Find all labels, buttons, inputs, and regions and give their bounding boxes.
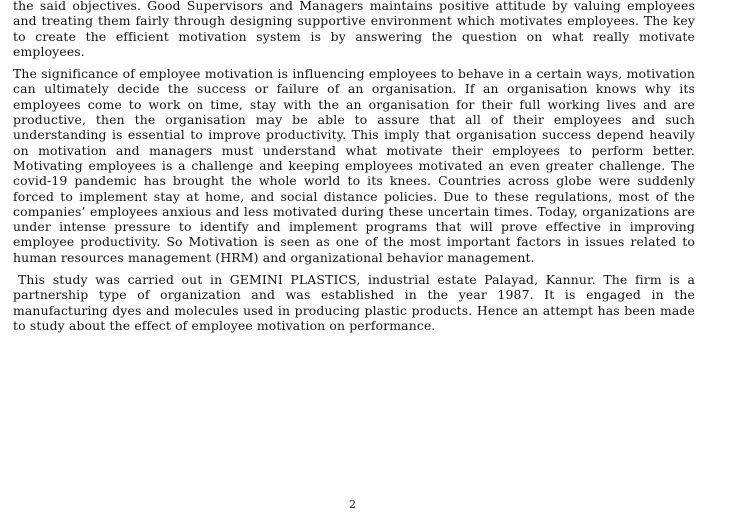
paragraph-significance-of-motivation: The significance of employee motivation is influencing employees to behave in a certain ways, motivation can ultimately decide the success or failure of an organisation. If an organisation knows why its employees come to work on time, stay with the an organisation for their full working lives and are productive, then the organisation may be able to assure that all of their employees and such understanding is essential to improve productivity. This imply that organisation success depend heavily on motivation and managers must understand what motivate their employees to perform better. Motivating employees is a challenge and keeping employees motivated an even greater challenge. The covid-19 pandemic has brought the whole world to its knees. Countries across globe were suddenly forced to implement stay at home, and social distance policies. Due to these regulations, most of the companies’ employees anxious and less motivated during these uncertain times. Today, organizations are under intense pressure to identify and implement programs that will prove effective in improving employee productivity. So Motivation is seen as one of the most important factors in issues related to human resources management (HRM) and organizational behavior management. <box>13 66 695 265</box>
document-page <box>13 0 695 333</box>
paragraph-motivation-intro: the said objectives. Good Supervisors and Managers maintains positive attitude by valuing employees and treating them fairly through designing supportive environment which motivates employees. The key to create the efficient motivation system is by answering the question on what really motivate employees. <box>13 0 695 59</box>
page-number: 2 <box>349 498 356 511</box>
paragraph-study-context: This study was carried out in GEMINI PLASTICS, industrial estate Palayad, Kannur. The firm is a partnership type of organization and was established in the year 1987. It is engaged in the manufacturing dyes and molecules used in producing plastic products. Hence an attempt has been made to study about the effect of employee motivation on performance. <box>13 272 695 333</box>
